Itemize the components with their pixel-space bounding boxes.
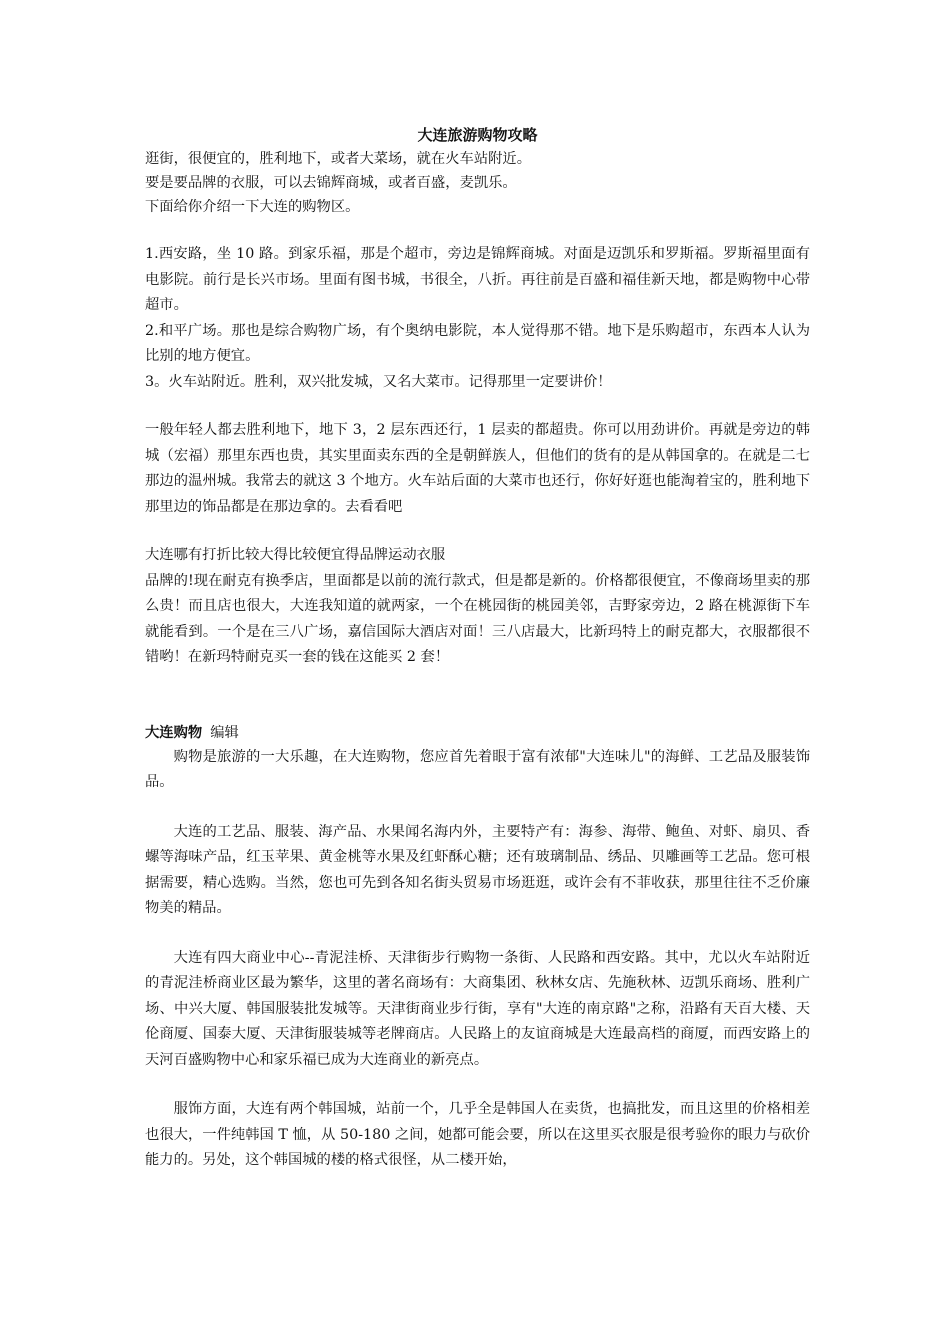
section-paragraph: 服饰方面，大连有两个韩国城，站前一个，几乎全是韩国人在卖货，也搞批发，而且这里的价格相差也很大，一件纯韩国 T 恤，从 50-180 之间，她都可能会要，所以在这里买衣服是很考验你的眼力与砍价能力的。另处，这个韩国城的楼的格式很怪，从二楼开始， bbox=[145, 1101, 810, 1169]
spacer bbox=[145, 520, 810, 543]
answer-paragraph: 品牌的!现在耐克有换季店，里面都是以前的流行款式，但是都是新的。价格都很便宜，不像商场里卖的那么贵！而且店也很大，大连我知道的就两家，一个在桃园街的桃园美邻，吉野家旁边，2 路在桃源街下车就能看到。一个是在三八广场，嘉信国际大酒店对面！三八店最大，比新玛特上的耐克都大，衣服都很不错哟！在新玛特耐克买一套的钱在这能买 2 套！ bbox=[145, 572, 810, 666]
intro-line: 要是要品牌的衣服，可以去锦辉商城，或者百盛，麦凯乐。 bbox=[145, 174, 517, 191]
area-item: 2.和平广场。那也是综合购物广场，有个奥纳电影院，本人觉得那不错。地下是乐购超市，东西本人认为比别的地方便宜。 bbox=[145, 322, 810, 365]
question-line: 大连哪有打折比较大得比较便宜得品牌运动衣服 bbox=[145, 547, 446, 564]
section-heading: 大连购物 bbox=[145, 724, 203, 741]
spacer bbox=[145, 1073, 810, 1097]
section-paragraph: 购物是旅游的一大乐趣，在大连购物，您应首先着眼于富有浓郁"大连味儿"的海鲜、工艺品及服装饰品。 bbox=[145, 748, 810, 791]
intro-line: 下面给你介绍一下大连的购物区。 bbox=[145, 198, 360, 215]
spacer bbox=[145, 395, 810, 418]
section-edit-link[interactable]: 编辑 bbox=[210, 724, 239, 741]
document-title: 大连旅游购物攻略 bbox=[417, 126, 538, 144]
intro-line: 逛街，很便宜的，胜利地下，或者大菜场，就在火车站附近。 bbox=[145, 151, 532, 167]
young-people-paragraph: 一般年轻人都去胜利地下，地下 3，2 层东西还行，1 层卖的都超贵。你可以用劲讲价。再就是旁边的韩城（宏福）那里东西也贵，其实里面卖东西的全是朝鲜族人，但他们的货有的是从韩国拿的。在就是二七那边的温州城。我常去的就这 3 个地方。火车站后面的大菜市也还行，你好好逛也能淘着宝的，胜利地下那里边的饰品都是在那边拿的。去看看吧 bbox=[145, 422, 810, 515]
section-paragraph: 大连的工艺品、服装、海产品、水果闻名海内外，主要特产有：海参、海带、鲍鱼、对虾、扇贝、香螺等海味产品，红玉苹果、黄金桃等水果及红虾酥心糖；还有玻璃制品、绣品、贝雕画等工艺品。您可根据需要，精心选购。当然，您也可先到各知名街头贸易市场逛逛，或许会有不菲收获，那里往往不乏价廉物美的精品。 bbox=[145, 823, 810, 917]
spacer bbox=[145, 922, 810, 946]
spacer bbox=[145, 796, 810, 820]
document-page bbox=[145, 122, 810, 1174]
spacer bbox=[145, 219, 810, 242]
section-paragraph: 大连有四大商业中心--青泥洼桥、天津街步行购物一条街、人民路和西安路。其中，尤以火车站附近的青泥洼桥商业区最为繁华，这里的著名商场有：大商集团、秋林女店、先施秋林、迈凯乐商场、胜利广场、中兴大厦、韩国服装批发城等。天津街商业步行街，享有"大连的南京路"之称，沿路有天百大楼、天伦商厦、国泰大厦、天津街服装城等老牌商店。人民路上的友谊商城是大连最高档的商厦，而西安路上的天河百盛购物中心和家乐福已成为大连商业的新亮点。 bbox=[145, 949, 810, 1068]
area-item: 3。火车站附近。胜利，双兴批发城，又名大菜市。记得那里一定要讲价！ bbox=[145, 373, 612, 390]
section-heading-row bbox=[145, 721, 810, 745]
area-item: 1.西安路，坐 10 路。到家乐福，那是个超市，旁边是锦辉商城。对面是迈凯乐和罗斯福。罗斯福里面有电影院。前行是长兴市场。里面有图书城，书很全，八折。再往前是百盛和福佳新天地，都是购物中心带超市。 bbox=[145, 246, 810, 314]
